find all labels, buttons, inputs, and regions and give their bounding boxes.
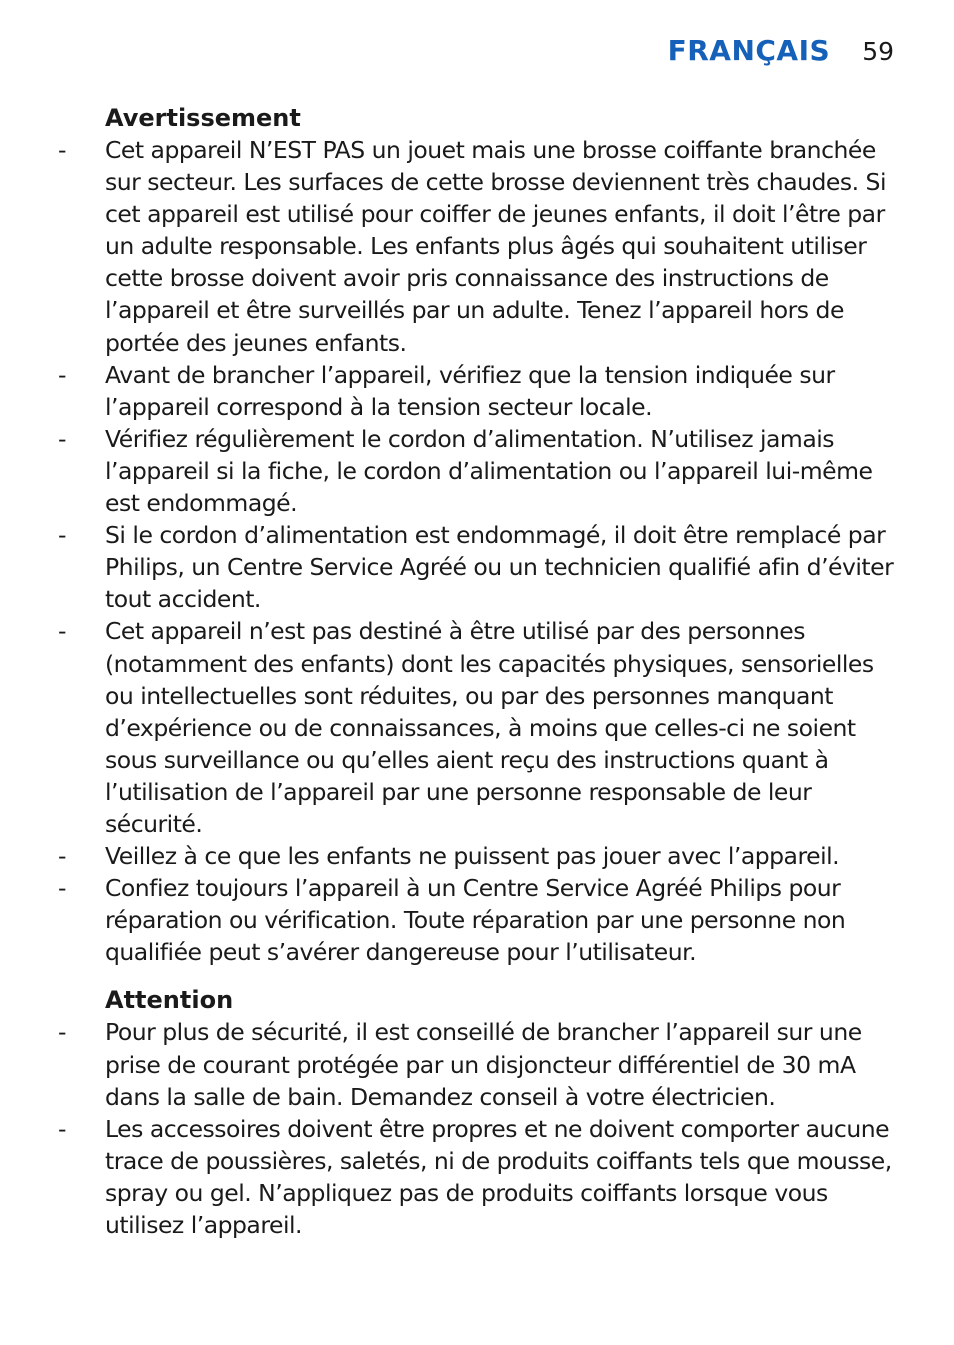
page-header (668, 34, 894, 67)
list-item (0, 359, 954, 423)
language-label: FRANÇAIS (667, 34, 831, 67)
list-item-text: Les accessoires doivent être propres et ne doivent comporter aucune trace de poussières, saletés, ni de produits coiffants tels que mousse, spray ou gel. N’appliquez pas de produits coiffants lorsque vous utilisez l’appareil. (105, 1114, 892, 1239)
bullet-dash: - (58, 521, 66, 550)
bullet-dash: - (58, 874, 66, 903)
list-item-text: Veillez à ce que les enfants ne puissent pas jouer avec l’appareil. (105, 842, 840, 871)
list-item (0, 872, 954, 968)
bullet-dash: - (58, 617, 66, 646)
list-item-text: Si le cordon d’alimentation est endommagé, il doit être remplacé par Philips, un Centre Service Agréé ou un technicien qualifié afin d’éviter tout accident. (105, 521, 894, 614)
bullet-dash: - (58, 424, 66, 453)
bullet-dash: - (58, 360, 66, 389)
list-item (0, 615, 954, 840)
list-item-text: Avant de brancher l’appareil, vérifiez que la tension indiquée sur l’appareil correspond à la tension secteur locale. (105, 360, 835, 421)
list-item-text: Cet appareil n’est pas destiné à être utilisé par des personnes (notamment des enfants) dont les capacités physiques, sensorielles ou intellectuelles sont réduites, ou par des personnes manquant d’expérience ou de connaissances, à moins que celles-ci ne soient sous surveillance ou qu’elles aient reçu des instructions quant à l’utilisation de l’appareil par une personne responsable de leur sécurité. (105, 617, 874, 838)
section-title-avertissement: Avertissement (105, 104, 301, 132)
list-item (0, 519, 954, 615)
list-item (0, 840, 954, 872)
list-item-text: Cet appareil N’EST PAS un jouet mais une brosse coiffante branchée sur secteur. Les surfaces de cette brosse deviennent très chaudes. Si cet appareil est utilisé pour coiffer de jeunes enfants, il doit l’être par un adulte responsable. Les enfants plus âgés qui souhaitent utiliser cette brosse doivent avoir pris connaissance des instructions de l’appareil et être surveillés par un adulte. Tenez l’appareil hors de portée des jeunes enfants. (105, 136, 886, 357)
list-item-text: Confiez toujours l’appareil à un Centre Service Agréé Philips pour réparation ou vérification. Toute réparation par une personne non qualifiée peut s’avérer dangereuse pour l’utilisateur. (105, 874, 846, 967)
list-item (0, 1113, 954, 1241)
caution-list (0, 1016, 954, 1241)
section-title-attention: Attention (105, 986, 234, 1015)
list-item (0, 134, 954, 359)
list-item (0, 1016, 954, 1112)
list-item (0, 423, 954, 519)
bullet-dash: - (58, 1018, 66, 1047)
bullet-dash: - (58, 1114, 66, 1143)
bullet-dash: - (58, 136, 66, 164)
list-item-text: Vérifiez régulièrement le cordon d’alimentation. N’utilisez jamais l’appareil si la fiche, le cordon d’alimentation ou l’appareil lui-même est endommagé. (105, 424, 873, 518)
page-content (0, 102, 954, 1241)
bullet-dash: - (58, 842, 66, 871)
list-item-text: Pour plus de sécurité, il est conseillé de brancher l’appareil sur une prise de courant protégée par un disjoncteur différentiel de 30 mA dans la salle de bain. Demandez conseil à votre électricien. (105, 1018, 862, 1111)
warning-list (0, 134, 954, 968)
page-number: 59 (862, 37, 894, 66)
